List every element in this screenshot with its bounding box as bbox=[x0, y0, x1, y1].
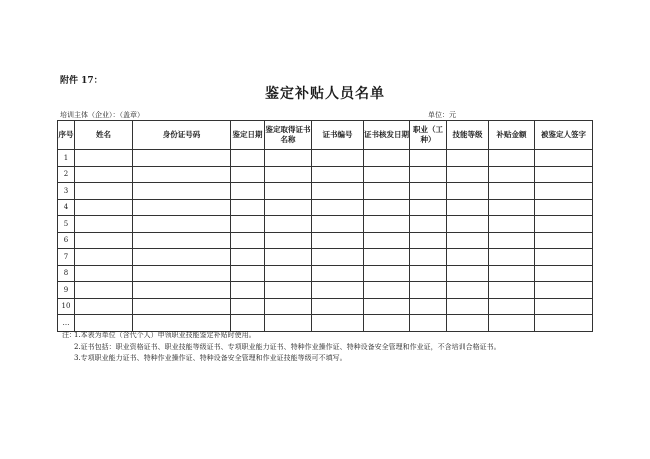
row-index-cell: 9 bbox=[58, 282, 75, 299]
blank-cell bbox=[75, 216, 133, 233]
row-index-cell: 1 bbox=[58, 150, 75, 167]
row-index-cell: 4 bbox=[58, 199, 75, 216]
blank-cell bbox=[410, 150, 447, 167]
blank-cell bbox=[447, 183, 489, 200]
blank-cell bbox=[312, 199, 364, 216]
blank-cell bbox=[447, 232, 489, 249]
blank-cell bbox=[265, 232, 312, 249]
blank-cell bbox=[535, 232, 593, 249]
table-row bbox=[58, 265, 593, 282]
note-line bbox=[62, 353, 501, 365]
blank-cell bbox=[265, 298, 312, 315]
blank-cell bbox=[265, 216, 312, 233]
table-row bbox=[58, 315, 593, 332]
blank-cell bbox=[312, 166, 364, 183]
blank-cell bbox=[312, 315, 364, 332]
blank-cell bbox=[364, 249, 410, 266]
blank-cell bbox=[133, 282, 231, 299]
blank-cell bbox=[312, 150, 364, 167]
blank-cell bbox=[364, 265, 410, 282]
blank-cell bbox=[364, 232, 410, 249]
blank-cell bbox=[447, 150, 489, 167]
note-item: 3.专项职业能力证书、特种作业操作证、特种设备安全管理和作业证技能等级可不填写。 bbox=[74, 354, 347, 362]
blank-cell bbox=[312, 216, 364, 233]
blank-cell bbox=[133, 298, 231, 315]
blank-cell bbox=[231, 265, 265, 282]
blank-cell bbox=[133, 265, 231, 282]
notes-prefix: 注： bbox=[62, 331, 76, 339]
training-org-line: 培训主体（企业）：（盖章） bbox=[60, 111, 144, 119]
row-index-cell: 3 bbox=[58, 183, 75, 200]
blank-cell bbox=[364, 166, 410, 183]
blank-cell bbox=[489, 298, 535, 315]
subsidy-roster-table bbox=[57, 120, 593, 332]
blank-cell bbox=[75, 249, 133, 266]
blank-cell bbox=[133, 166, 231, 183]
row-index-cell: 8 bbox=[58, 265, 75, 282]
blank-cell bbox=[312, 265, 364, 282]
blank-cell bbox=[364, 183, 410, 200]
blank-cell bbox=[265, 249, 312, 266]
blank-cell bbox=[489, 265, 535, 282]
page-title: 鉴定补贴人员名单 bbox=[265, 86, 385, 102]
blank-cell bbox=[489, 166, 535, 183]
col-header-occupation: 职业（工种） bbox=[410, 121, 447, 150]
blank-cell bbox=[535, 183, 593, 200]
blank-cell bbox=[75, 282, 133, 299]
table-row bbox=[58, 282, 593, 299]
blank-cell bbox=[447, 249, 489, 266]
row-index-cell: 7 bbox=[58, 249, 75, 266]
blank-cell bbox=[312, 183, 364, 200]
blank-cell bbox=[133, 150, 231, 167]
blank-cell bbox=[410, 199, 447, 216]
blank-cell bbox=[410, 282, 447, 299]
table-header-row bbox=[58, 121, 593, 150]
blank-cell bbox=[535, 249, 593, 266]
blank-cell bbox=[75, 232, 133, 249]
blank-cell bbox=[410, 298, 447, 315]
blank-cell bbox=[410, 183, 447, 200]
blank-cell bbox=[410, 315, 447, 332]
blank-cell bbox=[447, 199, 489, 216]
blank-cell bbox=[75, 199, 133, 216]
blank-cell bbox=[231, 282, 265, 299]
blank-cell bbox=[489, 199, 535, 216]
blank-cell bbox=[410, 232, 447, 249]
table-row bbox=[58, 166, 593, 183]
notes-section bbox=[62, 330, 501, 365]
col-header-index: 序号 bbox=[58, 121, 75, 150]
blank-cell bbox=[364, 298, 410, 315]
blank-cell bbox=[265, 265, 312, 282]
col-header-signature: 被鉴定人签字 bbox=[535, 121, 593, 150]
blank-cell bbox=[489, 232, 535, 249]
note-line bbox=[62, 342, 501, 354]
blank-cell bbox=[447, 166, 489, 183]
blank-cell bbox=[312, 298, 364, 315]
blank-cell bbox=[75, 183, 133, 200]
table-row bbox=[58, 232, 593, 249]
blank-cell bbox=[535, 282, 593, 299]
row-index-cell: 5 bbox=[58, 216, 75, 233]
blank-cell bbox=[535, 216, 593, 233]
blank-cell bbox=[447, 298, 489, 315]
blank-cell bbox=[265, 199, 312, 216]
blank-cell bbox=[410, 265, 447, 282]
col-header-certificate-number: 证书编号 bbox=[312, 121, 364, 150]
blank-cell bbox=[489, 282, 535, 299]
blank-cell bbox=[75, 166, 133, 183]
blank-cell bbox=[75, 265, 133, 282]
blank-cell bbox=[75, 315, 133, 332]
blank-cell bbox=[231, 150, 265, 167]
table-row bbox=[58, 249, 593, 266]
blank-cell bbox=[489, 315, 535, 332]
table-row bbox=[58, 183, 593, 200]
col-header-id-number: 身份证号码 bbox=[133, 121, 231, 150]
blank-cell bbox=[410, 166, 447, 183]
blank-cell bbox=[447, 265, 489, 282]
row-index-cell: … bbox=[58, 315, 75, 332]
blank-cell bbox=[364, 216, 410, 233]
blank-cell bbox=[364, 150, 410, 167]
blank-cell bbox=[535, 199, 593, 216]
blank-cell bbox=[133, 232, 231, 249]
blank-cell bbox=[231, 199, 265, 216]
blank-cell bbox=[265, 315, 312, 332]
blank-cell bbox=[133, 199, 231, 216]
blank-cell bbox=[133, 183, 231, 200]
blank-cell bbox=[410, 216, 447, 233]
col-header-skill-level: 技能等级 bbox=[447, 121, 489, 150]
blank-cell bbox=[364, 199, 410, 216]
col-header-certificate-name: 鉴定取得证书名称 bbox=[265, 121, 312, 150]
blank-cell bbox=[312, 249, 364, 266]
attachment-label: 附件 17： bbox=[60, 76, 103, 86]
blank-cell bbox=[312, 232, 364, 249]
col-header-appraisal-date: 鉴定日期 bbox=[231, 121, 265, 150]
table-row bbox=[58, 150, 593, 167]
col-header-subsidy-amount: 补贴金额 bbox=[489, 121, 535, 150]
blank-cell bbox=[75, 150, 133, 167]
blank-cell bbox=[364, 282, 410, 299]
blank-cell bbox=[231, 298, 265, 315]
blank-cell bbox=[133, 216, 231, 233]
table-row bbox=[58, 199, 593, 216]
blank-cell bbox=[265, 183, 312, 200]
blank-cell bbox=[231, 315, 265, 332]
table-row bbox=[58, 216, 593, 233]
blank-cell bbox=[75, 298, 133, 315]
blank-cell bbox=[231, 249, 265, 266]
table-row bbox=[58, 298, 593, 315]
blank-cell bbox=[231, 183, 265, 200]
blank-cell bbox=[447, 315, 489, 332]
blank-cell bbox=[535, 166, 593, 183]
blank-cell bbox=[535, 298, 593, 315]
blank-cell bbox=[265, 166, 312, 183]
blank-cell bbox=[231, 166, 265, 183]
blank-cell bbox=[535, 315, 593, 332]
blank-cell bbox=[489, 150, 535, 167]
note-item: 1.本表为单位（含代个人）申领职业技能鉴定补贴时使用。 bbox=[74, 331, 256, 339]
blank-cell bbox=[231, 232, 265, 249]
blank-cell bbox=[364, 315, 410, 332]
blank-cell bbox=[133, 249, 231, 266]
blank-cell bbox=[265, 150, 312, 167]
row-index-cell: 6 bbox=[58, 232, 75, 249]
blank-cell bbox=[265, 282, 312, 299]
blank-cell bbox=[447, 282, 489, 299]
blank-cell bbox=[489, 249, 535, 266]
row-index-cell: 2 bbox=[58, 166, 75, 183]
row-index-cell: 10 bbox=[58, 298, 75, 315]
blank-cell bbox=[535, 150, 593, 167]
blank-cell bbox=[410, 249, 447, 266]
blank-cell bbox=[535, 265, 593, 282]
blank-cell bbox=[447, 216, 489, 233]
col-header-name: 姓名 bbox=[75, 121, 133, 150]
currency-unit: 单位：元 bbox=[428, 111, 456, 119]
blank-cell bbox=[231, 216, 265, 233]
blank-cell bbox=[489, 216, 535, 233]
blank-cell bbox=[133, 315, 231, 332]
blank-cell bbox=[489, 183, 535, 200]
note-line bbox=[62, 330, 501, 342]
blank-cell bbox=[312, 282, 364, 299]
note-item: 2.证书包括：职业资格证书、职业技能等级证书、专项职业能力证书、特种作业操作证、特种设备安全管理和作业证，不含培训合格证书。 bbox=[74, 342, 501, 351]
col-header-issue-date: 证书核发日期 bbox=[364, 121, 410, 150]
